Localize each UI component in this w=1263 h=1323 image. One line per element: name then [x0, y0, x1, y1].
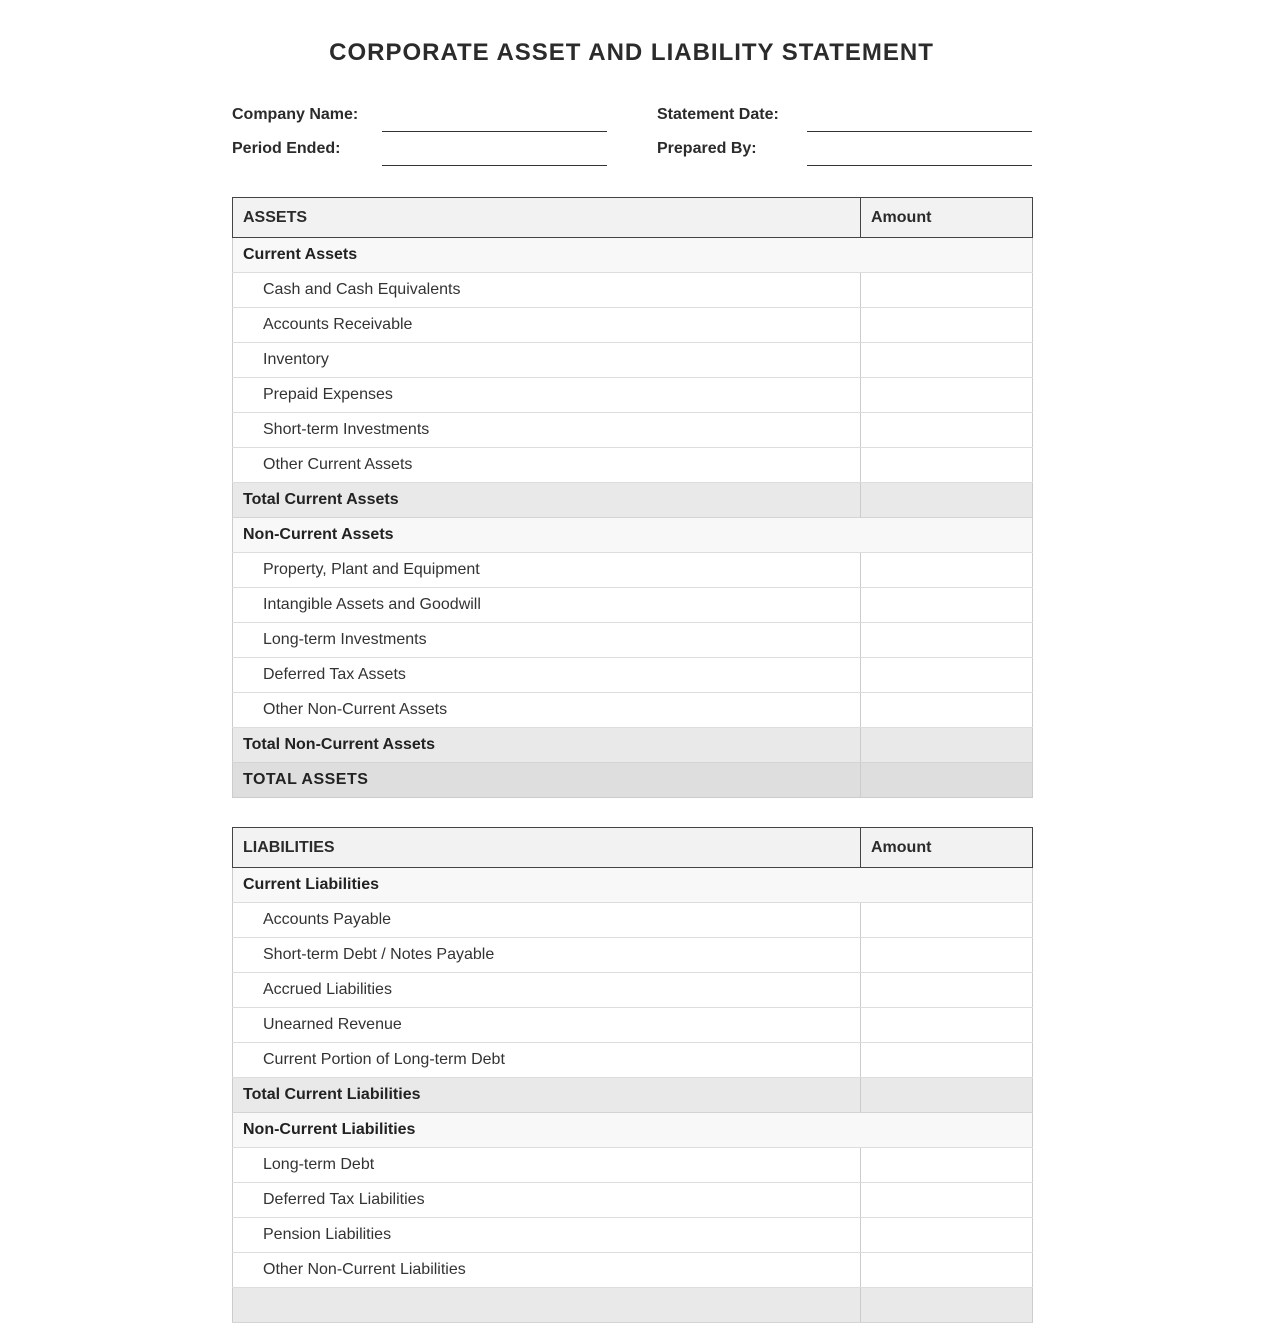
line-item-label: Deferred Tax Liabilities — [233, 1183, 861, 1218]
line-item-label: Short-term Debt / Notes Payable — [233, 938, 861, 973]
total-assets-row — [233, 763, 1033, 798]
table-row — [233, 1008, 1033, 1043]
total-current-assets-row — [233, 483, 1033, 518]
total-noncurrent-liabilities-amount[interactable] — [861, 1288, 1033, 1323]
total-current-liabilities-amount[interactable] — [861, 1078, 1033, 1113]
assets-header-row — [233, 198, 1033, 238]
total-current-assets-label: Total Current Assets — [233, 483, 861, 518]
table-row — [233, 903, 1033, 938]
document-title: CORPORATE ASSET AND LIABILITY STATEMENT — [329, 39, 934, 66]
amount-cell[interactable] — [861, 378, 1033, 413]
current-liabilities-section-row — [233, 868, 1033, 903]
current-assets-section-row — [233, 238, 1033, 273]
table-row — [233, 343, 1033, 378]
liabilities-amount-header: Amount — [861, 828, 1033, 868]
table-row — [233, 1218, 1033, 1253]
table-row — [233, 1148, 1033, 1183]
line-item-label: Other Current Assets — [233, 448, 861, 483]
line-item-label: Short-term Investments — [233, 413, 861, 448]
table-row — [233, 553, 1033, 588]
amount-cell[interactable] — [861, 938, 1033, 973]
table-row — [233, 938, 1033, 973]
noncurrent-assets-section-label: Non-Current Assets — [233, 518, 1033, 553]
line-item-label: Current Portion of Long-term Debt — [233, 1043, 861, 1078]
table-row — [233, 1043, 1033, 1078]
prepared-by-label: Prepared By: — [657, 140, 757, 157]
total-noncurrent-liabilities-row — [233, 1288, 1033, 1323]
total-current-liabilities-label: Total Current Liabilities — [233, 1078, 861, 1113]
liabilities-table — [232, 827, 1033, 1323]
table-row — [233, 693, 1033, 728]
company-name-field[interactable] — [382, 131, 607, 132]
noncurrent-assets-section-row — [233, 518, 1033, 553]
amount-cell[interactable] — [861, 1183, 1033, 1218]
amount-cell[interactable] — [861, 1008, 1033, 1043]
total-current-assets-amount[interactable] — [861, 483, 1033, 518]
total-noncurrent-assets-amount[interactable] — [861, 728, 1033, 763]
amount-cell[interactable] — [861, 1253, 1033, 1288]
total-current-liabilities-row — [233, 1078, 1033, 1113]
table-row — [233, 413, 1033, 448]
amount-cell[interactable] — [861, 413, 1033, 448]
line-item-label: Other Non-Current Liabilities — [233, 1253, 861, 1288]
total-assets-label: TOTAL ASSETS — [233, 763, 861, 798]
line-item-label: Accounts Receivable — [233, 308, 861, 343]
table-row — [233, 308, 1033, 343]
noncurrent-liabilities-section-row — [233, 1113, 1033, 1148]
amount-cell[interactable] — [861, 273, 1033, 308]
amount-cell[interactable] — [861, 308, 1033, 343]
total-noncurrent-assets-label: Total Non-Current Assets — [233, 728, 861, 763]
prepared-by-field[interactable] — [807, 165, 1032, 166]
amount-cell[interactable] — [861, 973, 1033, 1008]
amount-cell[interactable] — [861, 343, 1033, 378]
statement-date-field[interactable] — [807, 131, 1032, 132]
table-row — [233, 623, 1033, 658]
line-item-label: Accounts Payable — [233, 903, 861, 938]
line-item-label: Unearned Revenue — [233, 1008, 861, 1043]
company-name-label: Company Name: — [232, 106, 359, 123]
current-assets-section-label: Current Assets — [233, 238, 1033, 273]
line-item-label: Cash and Cash Equivalents — [233, 273, 861, 308]
amount-cell[interactable] — [861, 658, 1033, 693]
liabilities-header-row — [233, 828, 1033, 868]
line-item-label: Long-term Debt — [233, 1148, 861, 1183]
table-row — [233, 973, 1033, 1008]
table-row — [233, 448, 1033, 483]
table-row — [233, 1253, 1033, 1288]
amount-cell[interactable] — [861, 1043, 1033, 1078]
period-ended-label: Period Ended: — [232, 140, 341, 157]
line-item-label: Intangible Assets and Goodwill — [233, 588, 861, 623]
liabilities-header: LIABILITIES — [233, 828, 861, 868]
period-ended-field[interactable] — [382, 165, 607, 166]
table-row — [233, 588, 1033, 623]
line-item-label: Pension Liabilities — [233, 1218, 861, 1253]
amount-cell[interactable] — [861, 448, 1033, 483]
amount-cell[interactable] — [861, 553, 1033, 588]
amount-cell[interactable] — [861, 623, 1033, 658]
line-item-label: Property, Plant and Equipment — [233, 553, 861, 588]
noncurrent-liabilities-section-label: Non-Current Liabilities — [233, 1113, 1033, 1148]
statement-date-label: Statement Date: — [657, 106, 779, 123]
table-row — [233, 378, 1033, 413]
assets-table — [232, 197, 1033, 798]
amount-cell[interactable] — [861, 588, 1033, 623]
line-item-label: Long-term Investments — [233, 623, 861, 658]
line-item-label: Accrued Liabilities — [233, 973, 861, 1008]
table-row — [233, 1183, 1033, 1218]
amount-cell[interactable] — [861, 693, 1033, 728]
amount-cell[interactable] — [861, 903, 1033, 938]
line-item-label: Deferred Tax Assets — [233, 658, 861, 693]
total-noncurrent-liabilities-label — [233, 1288, 861, 1323]
line-item-label: Prepaid Expenses — [233, 378, 861, 413]
table-row — [233, 273, 1033, 308]
assets-amount-header: Amount — [861, 198, 1033, 238]
amount-cell[interactable] — [861, 1148, 1033, 1183]
current-liabilities-section-label: Current Liabilities — [233, 868, 1033, 903]
total-assets-amount[interactable] — [861, 763, 1033, 798]
table-row — [233, 658, 1033, 693]
line-item-label: Other Non-Current Assets — [233, 693, 861, 728]
assets-header: ASSETS — [233, 198, 861, 238]
line-item-label: Inventory — [233, 343, 861, 378]
total-noncurrent-assets-row — [233, 728, 1033, 763]
amount-cell[interactable] — [861, 1218, 1033, 1253]
